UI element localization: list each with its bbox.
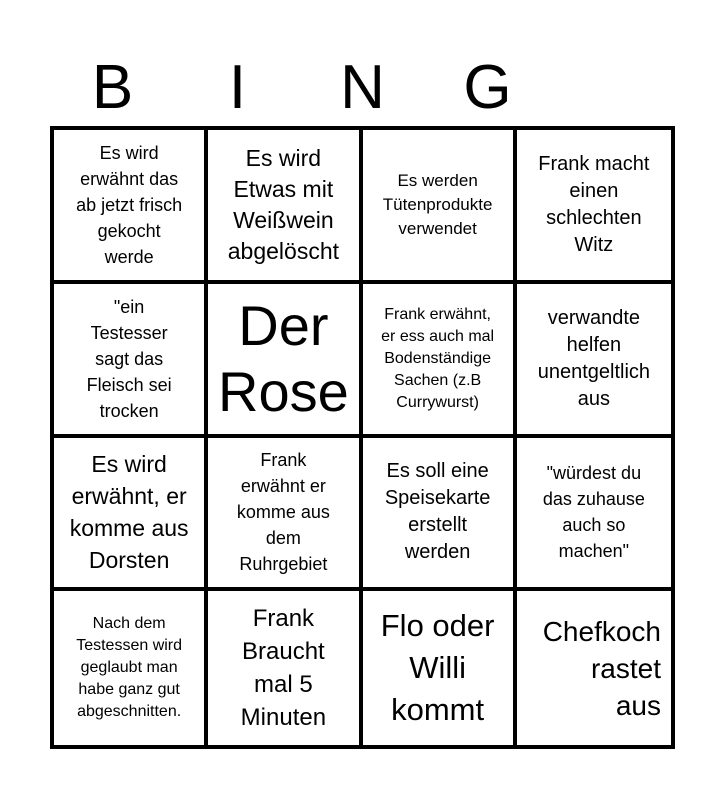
- cell-text: Nach dem Testessen wird geglaubt man habe ganz gut abgeschnitten.: [76, 615, 183, 721]
- bingo-cell[interactable]: [517, 284, 671, 438]
- bingo-cell[interactable]: [54, 438, 208, 592]
- cell-text: Es wird erwähnt das ab jetzt frisch gekocht werde: [76, 142, 183, 267]
- bingo-cell[interactable]: [363, 130, 517, 284]
- header-letter-n: N: [340, 53, 385, 122]
- bingo-cell[interactable]: [363, 591, 517, 745]
- bingo-board: [50, 126, 675, 749]
- header-letter-b: B: [91, 53, 134, 122]
- bingo-cell[interactable]: [208, 130, 362, 284]
- cell-text: "würdest du das zuhause auch so machen": [542, 463, 645, 562]
- cell-text: Frank erwähnt er komme aus dem Ruhrgebiet: [236, 450, 330, 575]
- cell-text: "ein Testesser sagt das Fleisch sei trocken: [86, 296, 172, 421]
- cell-text: Es werden Tütenprodukte verwendet: [382, 170, 493, 238]
- header-letter-g: G: [463, 53, 512, 122]
- bingo-header: [50, 50, 675, 126]
- header-letter-i: I: [228, 53, 247, 122]
- cell-text: Es soll eine Speisekarte erstellt werden: [384, 460, 491, 564]
- bingo-cell[interactable]: [363, 438, 517, 592]
- bingo-cell[interactable]: [208, 591, 362, 745]
- bingo-cell[interactable]: [363, 284, 517, 438]
- bingo-cell-free[interactable]: [208, 284, 362, 438]
- cell-text: Frank erwähnt, er ess auch mal Bodenständige Sachen (z.B Currywurst): [381, 305, 495, 411]
- bingo-cell[interactable]: [54, 591, 208, 745]
- cell-text: Der Rose: [218, 293, 349, 423]
- cell-text: Es wird erwähnt, er komme aus Dorsten: [69, 451, 189, 574]
- cell-text: Chefkoch rastet aus: [542, 615, 661, 721]
- bingo-cell[interactable]: [208, 438, 362, 592]
- cell-text: Frank macht einen schlechten Witz: [538, 152, 650, 256]
- cell-text: Es wird Etwas mit Weißwein abgelöscht: [227, 144, 339, 264]
- bingo-cell[interactable]: [54, 130, 208, 284]
- bingo-cell[interactable]: [54, 284, 208, 438]
- cell-text: Flo oder Willi kommt: [380, 608, 495, 728]
- bingo-cell[interactable]: [517, 438, 671, 592]
- cell-text: verwandte helfen unentgeltlich aus: [537, 306, 651, 410]
- bingo-cell[interactable]: [517, 591, 671, 745]
- bingo-cell[interactable]: [517, 130, 671, 284]
- cell-text: Frank Braucht mal 5 Minuten: [240, 605, 327, 732]
